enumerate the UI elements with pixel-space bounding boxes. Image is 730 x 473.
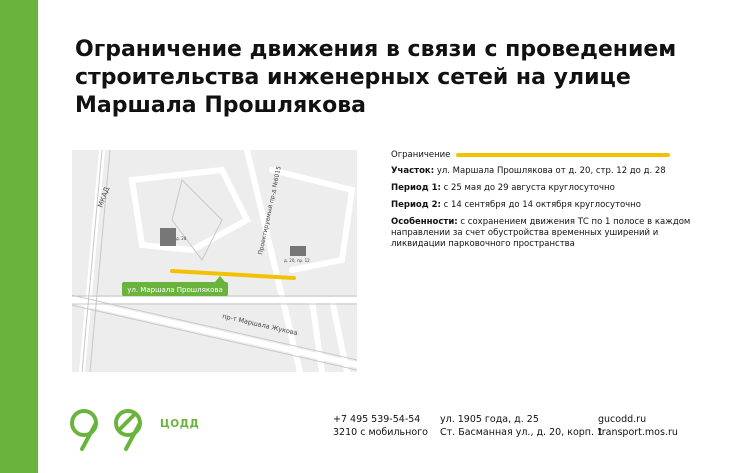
info-panel <box>391 150 691 256</box>
map-svg <box>72 150 357 372</box>
location-map <box>72 150 357 372</box>
section-label: Участок: <box>391 166 435 176</box>
period2-label: Период 2: <box>391 200 441 210</box>
prospect-label: пр-т Маршала Жукова <box>221 312 299 338</box>
period1-info <box>391 183 691 194</box>
period2-info <box>391 200 691 211</box>
legend <box>391 150 691 160</box>
period1-text: с 25 мая до 29 августа круглосуточно <box>443 183 615 193</box>
legend-restriction-line <box>456 153 670 157</box>
block-outline-2 <box>272 170 352 270</box>
page-title: Ограничение движения в связи с проведением строительства инженерных сетей на улице Маршала Прошлякова <box>75 37 677 118</box>
footer-site-1[interactable]: gucodd.ru <box>598 414 647 425</box>
features-info <box>391 217 691 250</box>
features-label: Особенности: <box>391 217 458 227</box>
section-text: ул. Маршала Прошлякова от д. 20, стр. 12 до д. 28 <box>436 166 666 176</box>
footer-mobile: 3210 с мобильного <box>333 427 428 438</box>
legend-label: Ограничение <box>391 149 451 160</box>
block-outline-1 <box>132 170 247 250</box>
building-1-label: д. 28 <box>176 236 187 241</box>
footer-sites <box>598 413 678 439</box>
codd-logo-icon <box>66 405 156 453</box>
passage-label: Проектируемый пр-д №6015 <box>257 165 283 256</box>
street-label-pointer <box>215 276 225 282</box>
logo-text: ЦОДД <box>160 418 200 430</box>
section-info <box>391 166 691 177</box>
footer-phones <box>333 413 428 439</box>
footer-address-1: ул. 1905 года, д. 25 <box>440 414 539 425</box>
brand-stripe <box>0 0 38 473</box>
street-label: ул. Маршала Прошлякова <box>127 286 223 294</box>
footer-phone[interactable]: +7 495 539-54-54 <box>333 414 421 425</box>
footer-site-2[interactable]: transport.mos.ru <box>598 427 678 438</box>
building-20-icon <box>290 246 306 256</box>
building-28-icon <box>160 228 176 246</box>
features-text: с сохранением движения ТС по 1 полосе в каждом направлении за счет обустройства временных уширений и ликвидации парковочного пространства <box>391 217 691 249</box>
mkad-label: МКАД <box>96 185 112 209</box>
period1-label: Период 1: <box>391 183 441 193</box>
footer-addresses <box>440 413 603 439</box>
building-2-label: д. 20, пр. 12 <box>284 258 310 263</box>
period2-text: с 14 сентября до 14 октября круглосуточно <box>443 200 641 210</box>
footer-address-2: Ст. Басманная ул., д. 20, корп. 1 <box>440 427 604 438</box>
